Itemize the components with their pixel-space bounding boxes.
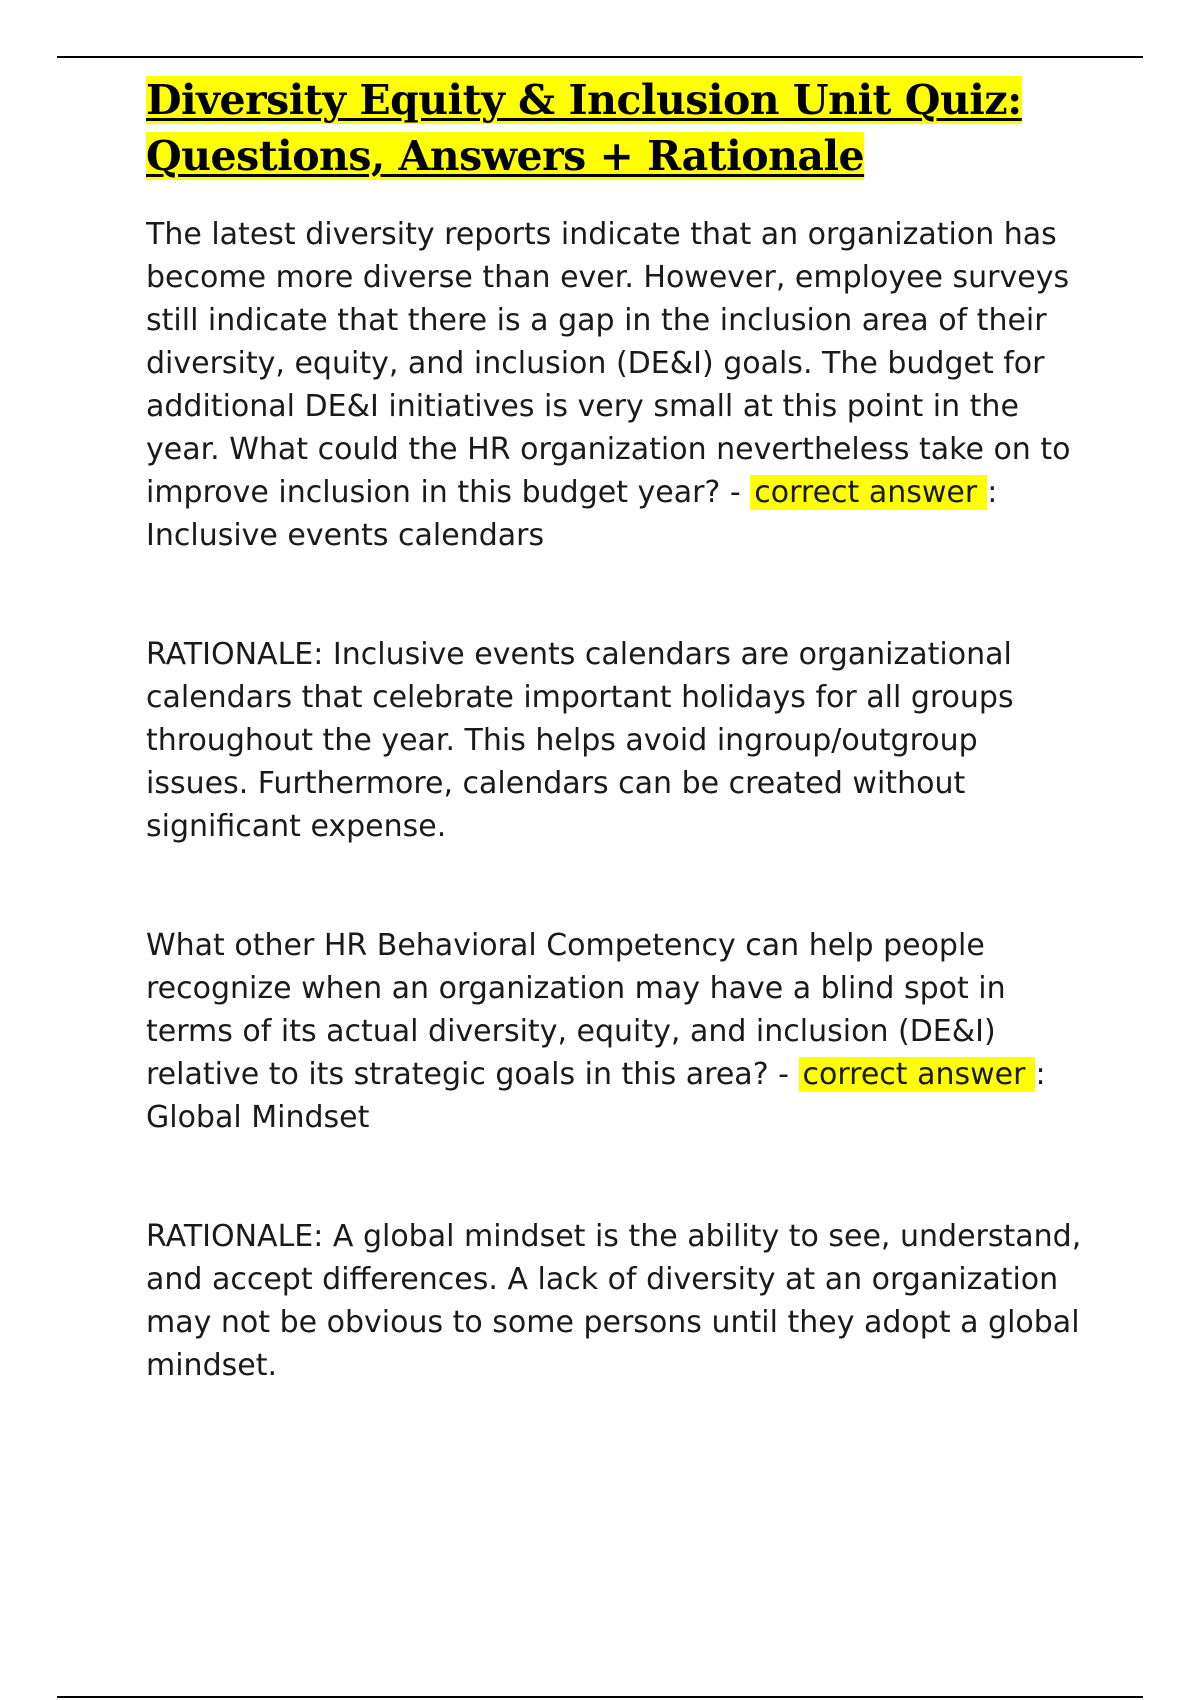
- title-line-1: Diversity Equity & Inclusion Unit Quiz:: [146, 76, 1022, 124]
- question-2-answer: : Global Mindset: [146, 1057, 1046, 1135]
- question-1-text: The latest diversity reports indicate that an organization has become more diverse than ever. However, employee surveys still indicate that there is a gap in the inclusion area of their diversity, equity, and inclusion (DE&I) goals. The budget for additional DE&I initiatives is very small at this point in the year. What could the HR organization nevertheless take on to improve inclusion in this budget year? -: [146, 217, 1071, 510]
- page-title: [146, 72, 1086, 184]
- bottom-rule: [57, 1696, 1143, 1698]
- question-2-answer-label: correct answer: [799, 1057, 1036, 1092]
- top-rule: [57, 56, 1143, 58]
- rationale-2: RATIONALE: A global mindset is the ability to see, understand, and accept differences. A lack of diversity at an organization may not be obvious to some persons until they adopt a global mindset.: [146, 1219, 1082, 1383]
- question-2: [146, 924, 1086, 1139]
- rationale-1: RATIONALE: Inclusive events calendars are organizational calendars that celebrate important holidays for all groups throughout the year. This helps avoid ingroup/outgroup issues. Furthermore, calendars can be created without significant expense.: [146, 637, 1014, 844]
- question-2-text: What other HR Behavioral Competency can help people recognize when an organization may have a blind spot in terms of its actual diversity, equity, and inclusion (DE&I) relative to its strategic goals in this area? -: [146, 928, 1006, 1092]
- question-1-answer: : Inclusive events calendars: [146, 475, 998, 553]
- title-line-2: Questions, Answers + Rationale: [146, 132, 865, 180]
- question-1: [146, 213, 1086, 557]
- question-1-answer-label: correct answer: [750, 475, 987, 510]
- document-body: [146, 72, 1086, 1387]
